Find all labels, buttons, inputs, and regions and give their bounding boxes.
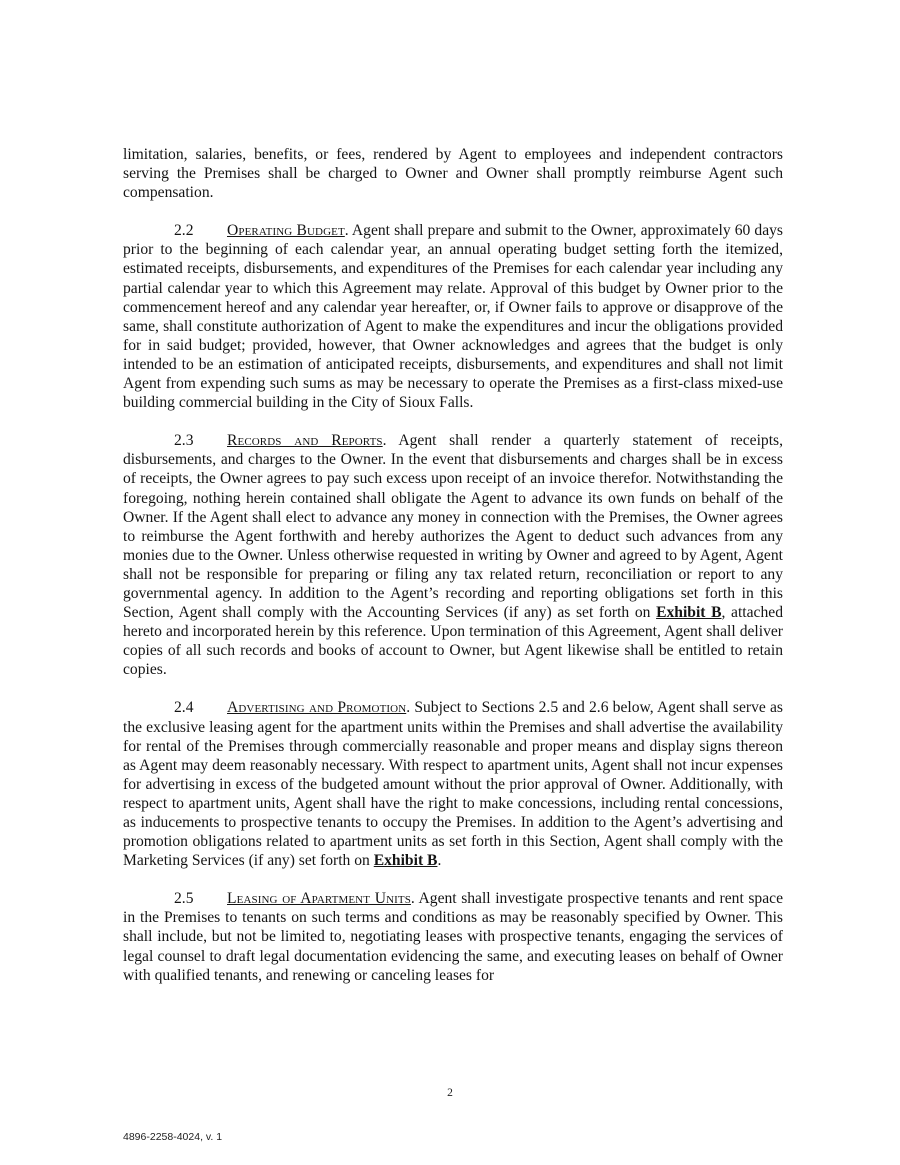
- section-2-3: [123, 431, 783, 679]
- section-number: 2.5: [174, 890, 194, 908]
- section-number: 2.2: [174, 222, 194, 240]
- section-body: . Subject to Sections 2.5 and 2.6 below, Agent shall serve as the exclusive leasing agent for the apartment units within the Premises and shall advertise the availability for rental of the Premises through commercially reasonable and proper means and display signs thereon as Agent may deem reasonably necessary. With respect to apartment units, Agent shall not incur expenses for advertising in excess of the budgeted amount without the prior approval of Owner. Additionally, with respect to apartment units, Agent shall have the right to make concessions, including rental concessions, as inducements to prospective tenants to occupy the Premises. In addition to the Agent’s advertising and promotion obligations related to apartment units as set forth in this Section, Agent shall comply with the Marketing Services (if any) set forth on: [123, 699, 783, 870]
- section-2-4: [123, 698, 783, 870]
- page-number: 2: [447, 1087, 453, 1099]
- section-2-5: [123, 889, 783, 984]
- section-body: . Agent shall render a quarterly statement of receipts, disbursements, and charges to the Owner. In the event that disbursements and charges shall be in excess of receipts, the Owner agrees to pay such excess upon receipt of an invoice therefor. Notwithstanding the foregoing, nothing herein contained shall obligate the Agent to advance its own funds on behalf of the Owner. If the Agent shall elect to advance any money in connection with the Premises, the Owner agrees to reimburse the Agent forthwith and hereby authorizes the Agent to deduct such advances from any monies due to the Owner. Unless otherwise requested in writing by Owner and agreed to by Agent, Agent shall not be responsible for preparing or filing any tax related return, reconciliation or report to any governmental agency. In addition to the Agent’s recording and reporting obligations set forth in this Section, Agent shall comply with the Accounting Services (if any) as set forth on: [123, 432, 783, 622]
- section-2-2: [123, 221, 783, 412]
- document-body: [123, 145, 783, 985]
- section-heading: Records and Reports: [227, 432, 383, 450]
- section-body-continued: , attached hereto and incorporated herein by this reference. Upon termination of this Agreement, Agent shall deliver copies of all such records and books of account to Owner, but Agent likewise shall be entitled to retain copies.: [123, 604, 783, 679]
- intro-paragraph: limitation, salaries, benefits, or fees, rendered by Agent to employees and independent contractors serving the Premises shall be charged to Owner and Owner shall promptly reimburse Agent such compensation.: [123, 146, 783, 202]
- section-body: . Agent shall investigate prospective tenants and rent space in the Premises to tenants on such terms and conditions as may be reasonably specified by Owner. This shall include, but not be limited to, negotiating leases with prospective tenants, engaging the services of legal counsel to draft legal documentation evidencing the same, and executing leases on behalf of Owner with qualified tenants, and renewing or canceling leases for: [123, 890, 783, 984]
- section-heading: Operating Budget: [227, 222, 345, 240]
- section-heading: Leasing of Apartment Units: [227, 890, 411, 908]
- exhibit-reference: Exhibit B: [373, 852, 438, 870]
- section-number: 2.4: [174, 699, 194, 717]
- section-body-continued: .: [437, 852, 442, 870]
- section-number: 2.3: [174, 432, 194, 450]
- document-id: 4896-2258-4024, v. 1: [123, 1131, 223, 1143]
- section-body: . Agent shall prepare and submit to the Owner, approximately 60 days prior to the beginning of each calendar year, an annual operating budget setting forth the itemized, estimated receipts, disbursements, and expenditures of the Premises for each calendar year including any partial calendar year to which this Agreement may relate. Approval of this budget by Owner prior to the commencement hereof and any calendar year hereafter, or, if Owner fails to approve or disapprove of the same, shall constitute authorization of Agent to make the expenditures and incur the obligations provided for in said budget; provided, however, that Owner acknowledges and agrees that the budget is only intended to be an estimation of anticipated receipts, disbursements, and expenditures and shall not limit Agent from expending such sums as may be necessary to operate the Premises as a first-class mixed-use building commercial building in the City of Sioux Falls.: [123, 222, 783, 412]
- exhibit-reference: Exhibit B: [656, 604, 722, 622]
- section-heading: Advertising and Promotion: [227, 699, 407, 717]
